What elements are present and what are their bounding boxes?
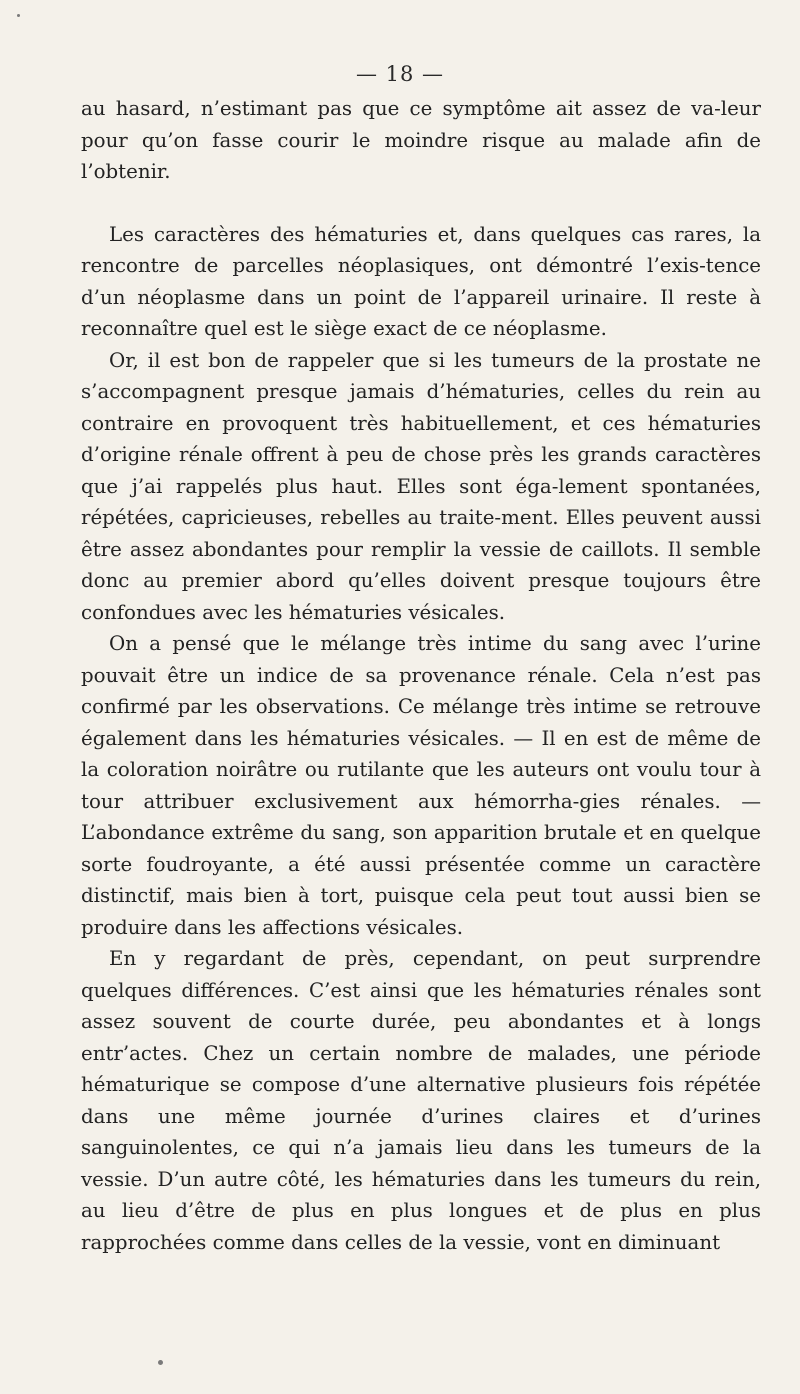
paragraph-3: Or, il est bon de rappeler que si les tumeurs de la prostate ne s’accompagnent presque jamais d’hématuries, celles du rein au contraire en provoquent très habituellement, et ces hématuries d’origine rénale offrent à peu de chose près les grands caractères que j’ai rappelés plus haut. Elles sont éga-lement spontanées, répétées, capricieuses, rebelles au traite-ment. Elles peuvent aussi être assez abondantes pour remplir la vessie de caillots. Il semble donc au premier abord qu’elles doivent presque toujours être confondues avec les hématuries vésicales. [81, 348, 761, 624]
page-number: — 18 — [355, 62, 445, 86]
paragraph-1: au hasard, n’estimant pas que ce symptôme ait assez de va-leur pour qu’on fasse courir le moindre risque au malade afin de l’obtenir. [81, 97, 761, 183]
paragraph-4: On a pensé que le mélange très intime du sang avec l’urine pouvait être un indice de sa provenance rénale. Cela n’est pas confirmé par les observations. Ce mélange très intime se retrouve également dans les hématuries vésicales. — Il en est de même de la coloration noirâtre ou rutilante que les auteurs ont voulu tour à tour attribuer exclusivement aux hémorrha-gies rénales. — L’abondance extrême du sang, son apparition brutale et en quelque sorte foudroyante, a été aussi présentée comme un caractère distinctif, mais bien à tort, puisque cela peut tout aussi bien se produire dans les affections vésicales. [81, 632, 761, 939]
paragraph-5: En y regardant de près, cependant, on peut surprendre quelques différences. C’est ainsi que les hématuries rénales sont assez souvent de courte durée, peu abondantes et à longs entr’actes. Chez un certain nombre de malades, une période hématurique se compose d’une alternative plusieurs fois répétée dans une même journée d’urines claires et d’urines sanguinolentes, ce qui n’a jamais lieu dans les tumeurs de la vessie. D’un autre côté, les hématuries dans les tumeurs du rein, au lieu d’être de plus en plus longues et de plus en plus rapprochées comme dans celles de la vessie, vont en diminuant [81, 947, 761, 1254]
body-text [81, 93, 761, 1258]
ink-speck [158, 1360, 163, 1365]
paragraph-2: Les caractères des hématuries et, dans quelques cas rares, la rencontre de parcelles néoplasiques, ont démontré l’exis-tence d’un néoplasme dans un point de l’appareil urinaire. Il reste à reconnaître quel est le siège exact de ce néoplasme. [81, 222, 761, 340]
ink-speck [17, 14, 20, 17]
